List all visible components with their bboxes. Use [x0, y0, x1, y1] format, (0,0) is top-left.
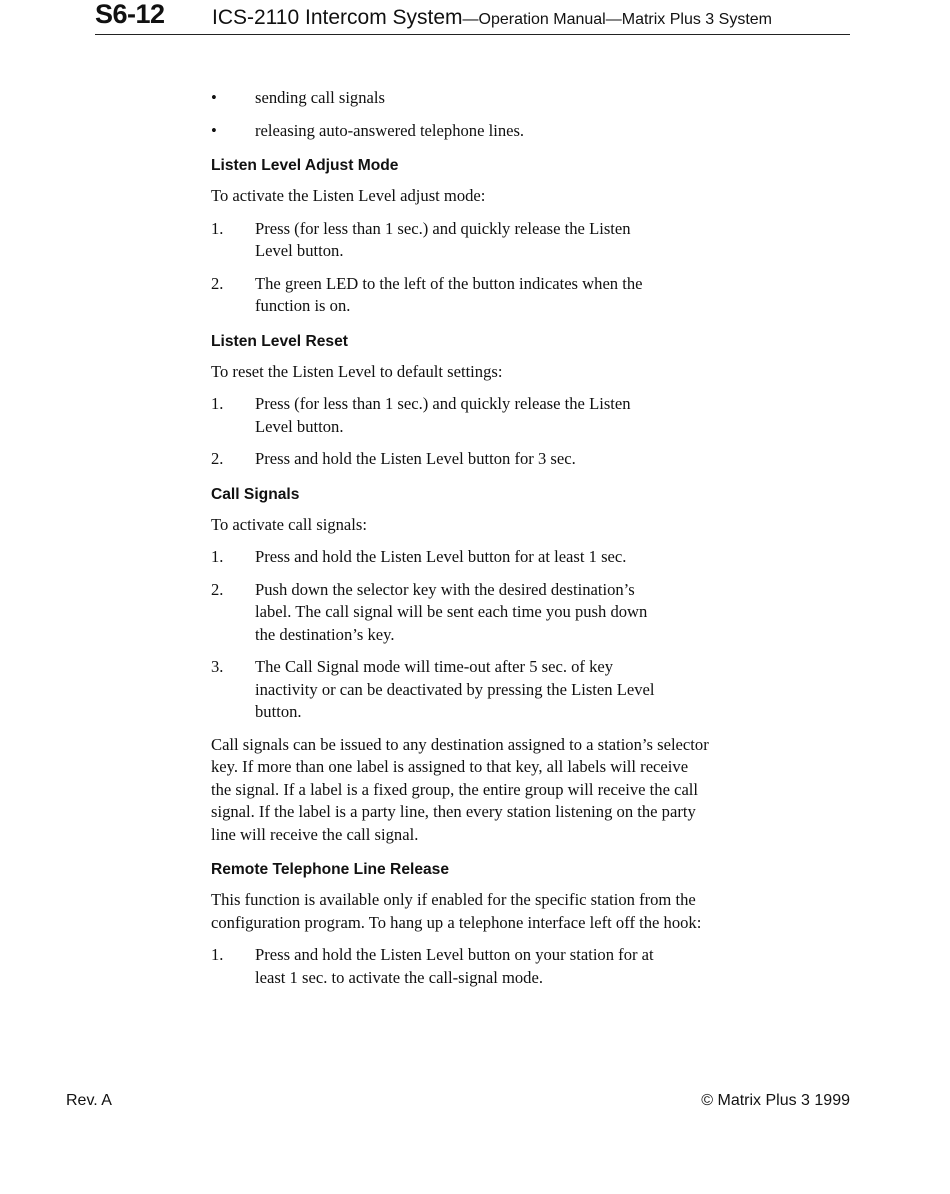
step-text: The Call Signal mode will time-out after 5 sec. of key inactivity or can be deactivated by pressing the Listen Level button.	[255, 657, 655, 721]
document-title-sub: —Operation Manual—Matrix Plus 3 System	[462, 11, 772, 28]
step-item	[211, 579, 671, 647]
section-intro: To activate the Listen Level adjust mode:	[211, 186, 486, 205]
section-intro: To reset the Listen Level to default settings:	[211, 361, 503, 381]
bullet-text: releasing auto-answered telephone lines.	[255, 120, 525, 140]
section-intro: This function is available only if enabled for the specific station from the configuration program. To hang up a telephone interface left off the hook:	[211, 890, 702, 932]
step-text: Press (for less than 1 sec.) and quickly release the Listen Level button.	[255, 394, 631, 436]
step-number: 2.	[211, 579, 224, 599]
step-number: 2.	[211, 449, 224, 468]
step-number: 1.	[211, 218, 224, 238]
section-heading-call-signals: Call Signals	[211, 485, 300, 503]
step-number: 1.	[211, 394, 224, 413]
step-number: 2.	[211, 273, 224, 293]
step-text: Push down the selector key with the desired destination’s label. The call signal will be sent each time you push down the destination’s key.	[255, 579, 648, 644]
section-intro: To activate call signals:	[211, 514, 367, 534]
section-heading-listen-level-reset: Listen Level Reset	[211, 332, 348, 350]
footer-copyright: © Matrix Plus 3 1999	[701, 1092, 850, 1109]
section-heading-remote-line-release: Remote Telephone Line Release	[211, 861, 450, 878]
step-item	[211, 393, 671, 438]
footer-revision: Rev. A	[66, 1092, 112, 1109]
page-content	[211, 87, 721, 999]
document-title-main: ICS-2110 Intercom System	[212, 6, 463, 29]
bullet-item	[211, 87, 721, 110]
step-text: Press and hold the Listen Level button on your station for at least 1 sec. to activate the call-signal mode.	[255, 945, 654, 987]
step-number: 3.	[211, 657, 224, 676]
step-text: Press and hold the Listen Level button for 3 sec.	[255, 449, 576, 468]
step-item	[211, 656, 671, 724]
step-item	[211, 448, 671, 471]
step-text: Press (for less than 1 sec.) and quickly release the Listen Level button.	[255, 218, 631, 260]
bullet-text: sending call signals	[255, 88, 385, 107]
step-item	[211, 273, 671, 318]
call-signals-body: Call signals can be issued to any destination assigned to a station’s selector key. If more than one label is assigned to that key, all labels will receive the signal. If a label is a fixed group, the entire group will receive the call signal. If the label is a party line, then every station listening on the party line will receive the call signal.	[211, 734, 709, 844]
bullet-mark: •	[211, 88, 217, 107]
section-heading-listen-level-adjust: Listen Level Adjust Mode	[211, 157, 399, 174]
step-item	[211, 944, 671, 989]
step-item	[211, 218, 671, 263]
step-number: 1.	[211, 547, 224, 566]
page-header	[95, 0, 850, 35]
page-number: S6-12	[95, 0, 165, 29]
step-item	[211, 546, 725, 569]
bullet-mark: •	[211, 120, 217, 140]
document-title	[212, 6, 772, 30]
step-text: The green LED to the left of the button indicates when the function is on.	[255, 273, 643, 315]
bullet-item	[211, 120, 721, 143]
step-number: 1.	[211, 945, 224, 964]
step-text: Press and hold the Listen Level button for at least 1 sec.	[255, 547, 627, 566]
